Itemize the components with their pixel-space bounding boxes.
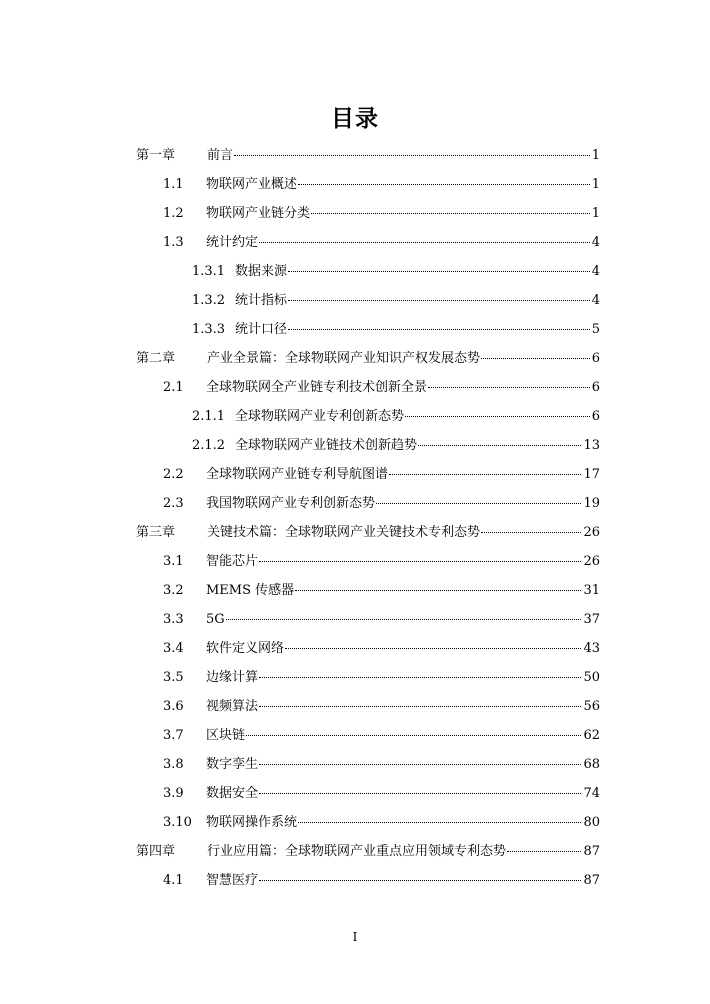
toc-page: 6 — [591, 351, 600, 366]
toc-leader — [481, 358, 590, 359]
toc-page: 50 — [583, 670, 600, 685]
toc-leader — [234, 155, 590, 156]
toc-entry-1-3-1[interactable] — [192, 263, 600, 281]
toc-page: 26 — [583, 554, 600, 569]
toc-entry-1-2[interactable] — [163, 205, 600, 223]
toc-page: 26 — [583, 525, 600, 540]
toc-title: 智慧医疗 — [206, 873, 259, 888]
toc-title: 数字孪生 — [206, 757, 259, 772]
toc-number: 3.10 — [163, 815, 192, 830]
toc-leader — [507, 851, 581, 852]
toc-number: 3.8 — [163, 757, 184, 772]
toc-entry-3-8[interactable] — [163, 756, 600, 774]
toc-title: 物联网操作系统 — [206, 815, 298, 830]
toc-title: 关键技术篇：全球物联网产业关键技术专利态势 — [207, 525, 481, 540]
toc-number: 3.4 — [163, 641, 184, 656]
toc-number: 第三章 — [136, 525, 176, 540]
toc-title: 数据来源 — [235, 264, 288, 279]
toc-title: 全球物联网产业链专利导航图谱 — [206, 467, 389, 482]
toc-title: 行业应用篇：全球物联网产业重点应用领域专利态势 — [207, 844, 507, 859]
toc-number: 2.1 — [163, 380, 184, 395]
toc-title: 软件定义网络 — [206, 641, 285, 656]
page-title: 目录 — [331, 106, 379, 132]
toc-leader — [246, 735, 581, 736]
toc-page: 80 — [583, 815, 600, 830]
toc-title: 视频算法 — [206, 699, 259, 714]
toc-leader — [288, 271, 590, 272]
toc-page: 87 — [583, 873, 600, 888]
toc-entry-2-3[interactable] — [163, 495, 600, 513]
toc-title: 统计口径 — [235, 322, 288, 337]
toc-entry-3-3[interactable] — [163, 611, 600, 629]
toc-title: 产业全景篇：全球物联网产业知识产权发展态势 — [207, 351, 481, 366]
toc-entry-3-2[interactable] — [163, 582, 600, 600]
toc-title: MEMS 传感器 — [206, 583, 295, 598]
toc-page: 4 — [591, 293, 600, 308]
toc-number: 3.1 — [163, 554, 184, 569]
toc-title: 区块链 — [206, 728, 246, 743]
toc-leader — [288, 329, 590, 330]
toc-page: 43 — [583, 641, 600, 656]
toc-leader — [285, 648, 581, 649]
toc-page: 4 — [591, 235, 600, 250]
toc-page: 87 — [583, 844, 600, 859]
toc-number: 2.1.2 — [192, 438, 226, 453]
toc-leader — [295, 590, 581, 591]
toc-title: 前言 — [207, 148, 234, 163]
toc-leader — [259, 561, 581, 562]
toc-leader — [259, 677, 581, 678]
toc-page: 19 — [583, 496, 600, 511]
toc-number: 1.3.1 — [192, 264, 226, 279]
toc-leader — [288, 300, 590, 301]
toc-entry-2-1[interactable] — [163, 379, 600, 397]
toc-entry-1-3-2[interactable] — [192, 292, 600, 310]
toc-title: 5G — [206, 612, 225, 627]
toc-number: 第二章 — [136, 351, 176, 366]
toc-page: 1 — [591, 206, 600, 221]
toc-number: 1.3.2 — [192, 293, 226, 308]
toc-title: 全球物联网产业专利创新态势 — [235, 409, 405, 424]
toc-leader — [226, 619, 582, 620]
toc-title: 边缘计算 — [206, 670, 259, 685]
toc-entry-chapter-4[interactable] — [136, 843, 600, 861]
toc-leader — [389, 474, 581, 475]
page-number-footer: I — [352, 930, 358, 944]
toc-title: 物联网产业链分类 — [206, 206, 311, 221]
toc-page: 1 — [591, 148, 600, 163]
toc-title: 物联网产业概述 — [206, 177, 298, 192]
toc-leader — [405, 416, 590, 417]
toc-title: 全球物联网全产业链专利技术创新全景 — [206, 380, 428, 395]
toc-title: 统计指标 — [235, 293, 288, 308]
toc-number: 3.5 — [163, 670, 184, 685]
toc-title: 我国物联网产业专利创新态势 — [206, 496, 376, 511]
toc-entry-3-7[interactable] — [163, 727, 600, 745]
toc-entry-chapter-3[interactable] — [136, 524, 600, 542]
toc-page: 5 — [591, 322, 600, 337]
toc-number: 3.7 — [163, 728, 184, 743]
toc-entry-3-6[interactable] — [163, 698, 600, 716]
toc-entry-2-1-2[interactable] — [192, 437, 600, 455]
toc-number: 2.3 — [163, 496, 184, 511]
toc-page: 17 — [583, 467, 600, 482]
toc-title: 统计约定 — [206, 235, 259, 250]
toc-leader — [418, 445, 581, 446]
toc-number: 2.2 — [163, 467, 184, 482]
toc-leader — [298, 822, 581, 823]
toc-page: 6 — [591, 409, 600, 424]
toc-entry-3-9[interactable] — [163, 785, 600, 803]
toc-page: 4 — [591, 264, 600, 279]
toc-entry-3-4[interactable] — [163, 640, 600, 658]
toc-number: 3.6 — [163, 699, 184, 714]
toc-title: 全球物联网产业链技术创新趋势 — [235, 438, 418, 453]
toc-number: 4.1 — [163, 873, 184, 888]
toc-entry-1-3[interactable] — [163, 234, 600, 252]
toc-leader — [259, 242, 590, 243]
toc-page: 62 — [583, 728, 600, 743]
toc-number: 1.3.3 — [192, 322, 226, 337]
toc-entry-chapter-2[interactable] — [136, 350, 600, 368]
toc-leader — [298, 184, 590, 185]
toc-entry-4-1[interactable] — [163, 872, 600, 890]
toc-page: 37 — [583, 612, 600, 627]
toc-number: 2.1.1 — [192, 409, 226, 424]
toc-leader — [259, 793, 581, 794]
toc-number: 第一章 — [136, 148, 176, 163]
toc-page: 13 — [583, 438, 600, 453]
toc-page: 68 — [583, 757, 600, 772]
toc-number: 第四章 — [136, 844, 176, 859]
toc-entry-3-1[interactable] — [163, 553, 600, 571]
toc-title: 智能芯片 — [206, 554, 259, 569]
toc-leader — [259, 880, 581, 881]
toc-number: 3.3 — [163, 612, 184, 627]
toc-page: 1 — [591, 177, 600, 192]
toc-leader — [376, 503, 581, 504]
toc-entry-2-1-1[interactable] — [192, 408, 600, 426]
toc-title: 数据安全 — [206, 786, 259, 801]
toc-leader — [259, 764, 581, 765]
toc-entry-1-3-3[interactable] — [192, 321, 600, 339]
toc-leader — [428, 387, 590, 388]
toc-entry-2-2[interactable] — [163, 466, 600, 484]
toc-leader — [259, 706, 581, 707]
toc-entry-3-5[interactable] — [163, 669, 600, 687]
toc-leader — [311, 213, 590, 214]
toc-number: 1.1 — [163, 177, 184, 192]
toc-leader — [481, 532, 581, 533]
toc-page: 6 — [591, 380, 600, 395]
toc-entry-1-1[interactable] — [163, 176, 600, 194]
toc-page: 56 — [583, 699, 600, 714]
toc-number: 3.9 — [163, 786, 184, 801]
toc-entry-3-10[interactable] — [163, 814, 600, 832]
toc-page: 31 — [583, 583, 600, 598]
toc-page: 74 — [583, 786, 600, 801]
toc-entry-chapter-1[interactable] — [136, 147, 600, 165]
toc-number: 1.3 — [163, 235, 184, 250]
toc-number: 1.2 — [163, 206, 184, 221]
toc-number: 3.2 — [163, 583, 184, 598]
